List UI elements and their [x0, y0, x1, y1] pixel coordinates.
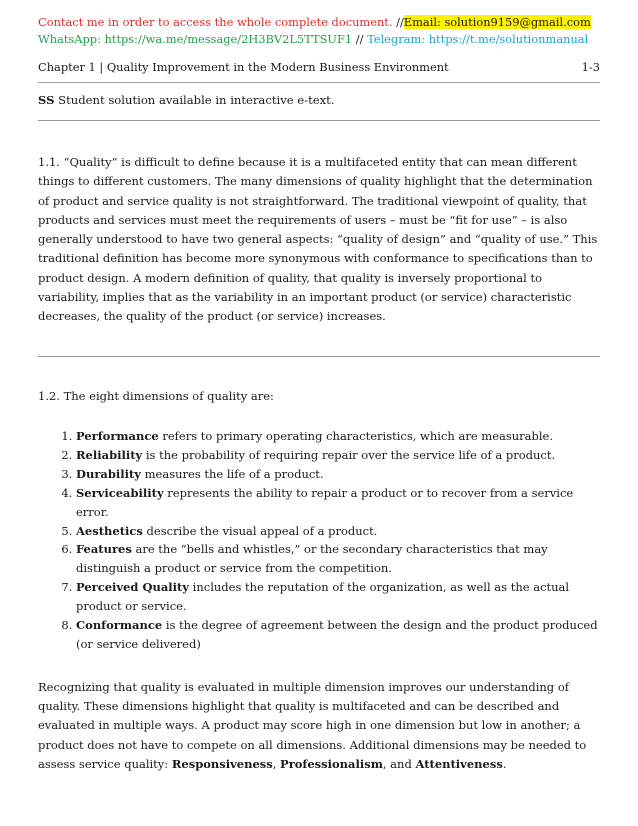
ss-note	[38, 93, 600, 111]
whatsapp-link[interactable]: WhatsApp: https://wa.me/message/2H3BV2L5TTSUF1	[38, 32, 353, 46]
ss-tag: SS	[38, 93, 55, 107]
dimension-term: Performance	[76, 428, 159, 443]
page-number: 1-3	[581, 60, 600, 74]
section-divider	[38, 356, 600, 357]
dimension-term: Conformance	[76, 618, 163, 633]
list-item	[76, 484, 600, 522]
list-item	[76, 446, 600, 465]
extra-dimension: Responsiveness	[171, 757, 273, 772]
dimension-desc: represents the ability to repair a product or to recover from a service error.	[76, 485, 574, 519]
dimension-term: Perceived Quality	[76, 580, 190, 595]
running-header	[38, 60, 600, 78]
list-item	[76, 522, 600, 541]
dimension-desc: describe the visual appeal of a product.	[142, 523, 378, 538]
dimension-desc: refers to primary operating characteristics, which are measurable.	[158, 428, 554, 443]
list-item	[76, 616, 600, 654]
dimension-desc: are the “bells and whistles,” or the secondary characteristics that may distinguish a product or service from the competition.	[76, 542, 548, 576]
list-item	[76, 427, 600, 446]
dimension-term: Serviceability	[76, 485, 164, 500]
conclusion-text: Recognizing that quality is evaluated in multiple dimension improves our understanding of quality. These dimensions highlight that quality is multifaceted and can be described and evaluated in multiple ways. A product may score high in one dimension but low in another; a product does not have to compete on all dimensions. Additional dimensions may be needed to assess service quality:	[38, 679, 587, 772]
ss-text: Student solution available in interactive e-text.	[54, 93, 335, 107]
dimension-term: Reliability	[76, 447, 143, 462]
header-divider	[38, 82, 600, 83]
email-link[interactable]: Email: solution9159@gmail.com	[403, 15, 591, 29]
answer-1-1: 1.1. “Quality” is difficult to define because it is a multifaceted entity that can mean different things to different customers. The many dimensions of quality highlight that the determination of product and service quality is not straightforward. The traditional viewpoint of quality, that products and services must meet the requirements of users – must be “fit for use” – is also generally understood to have two general aspects: “quality of design” and “quality of use.” This traditional definition has become more synonymous with conformance to specifications than to product design. A modern definition of quality, that quality is inversely proportional to variability, implies that as the variability in an important product (or service) characteristic decreases, the quality of the product (or service) increases.	[38, 155, 598, 324]
contact-separator: //	[392, 15, 404, 29]
ss-divider	[38, 120, 600, 121]
separator: , and	[382, 757, 416, 772]
contact-message: Contact me in order to access the whole complete document.	[38, 15, 393, 29]
contact-line-2	[38, 31, 600, 48]
list-item	[76, 465, 600, 484]
list-item	[76, 540, 600, 578]
list-item	[76, 578, 600, 616]
dimension-term: Durability	[76, 466, 141, 481]
contact-line-1	[38, 14, 600, 31]
telegram-link[interactable]: Telegram: https://t.me/solutionmanual	[367, 32, 589, 46]
answer-1-2-intro: 1.2. The eight dimensions of quality are:	[38, 388, 274, 403]
chapter-title: Chapter 1 | Quality Improvement in the Modern Business Environment	[38, 60, 449, 74]
period: .	[502, 757, 507, 772]
extra-dimension: Professionalism	[280, 757, 383, 772]
dimension-desc: includes the reputation of the organization, as well as the actual product or service.	[76, 580, 570, 614]
separator: ,	[272, 757, 281, 772]
dimension-desc: measures the life of a product.	[141, 466, 324, 481]
dimension-desc: is the degree of agreement between the design and the product produced (or service delivered)	[76, 618, 598, 651]
dimension-desc: is the probability of requiring repair over the service life of a product.	[142, 447, 556, 462]
document-page	[38, 14, 600, 774]
contact-separator-2: //	[352, 32, 368, 46]
dimension-term: Aesthetics	[76, 523, 143, 538]
extra-dimension: Attentiveness	[415, 757, 503, 772]
dimension-term: Features	[76, 542, 132, 557]
quality-dimensions-list	[38, 427, 600, 654]
answer-1-2-conclusion	[38, 678, 600, 774]
